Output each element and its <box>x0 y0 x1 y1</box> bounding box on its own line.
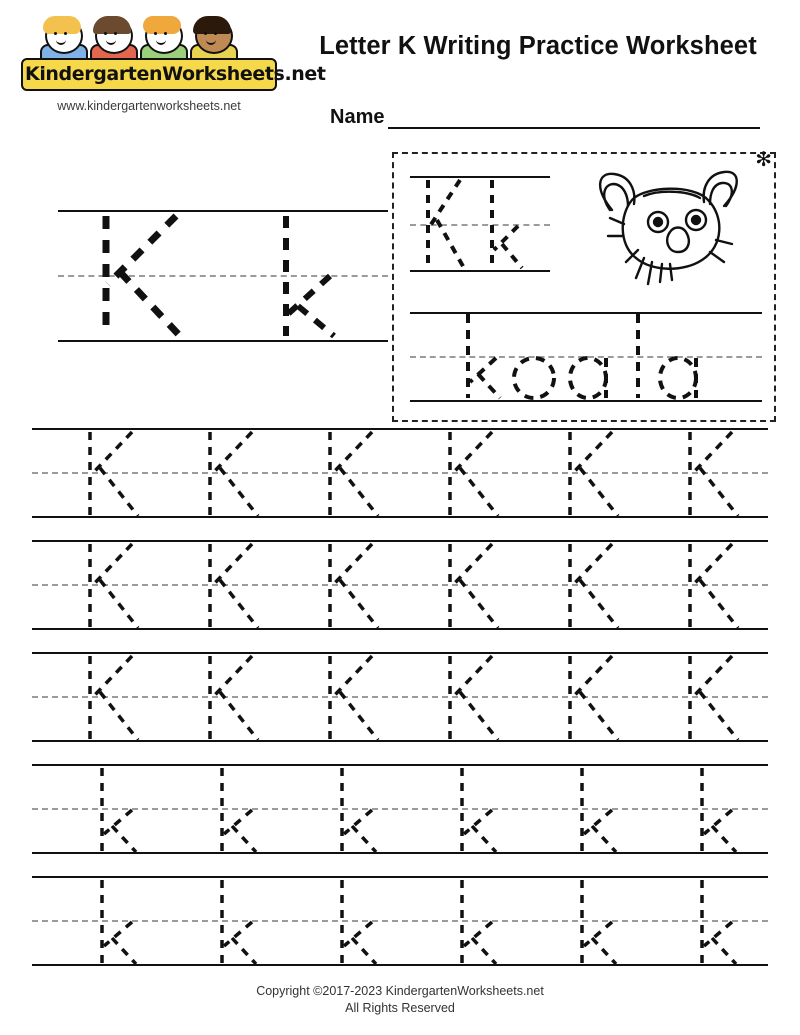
kid-figure-1 <box>36 18 88 62</box>
example-word-guide <box>410 312 762 404</box>
kids-illustration <box>24 18 274 62</box>
trace-letter-k-lowercase <box>660 876 770 968</box>
example-letter-guide <box>410 176 550 272</box>
name-input-line[interactable] <box>388 107 760 129</box>
demo-area <box>0 148 800 428</box>
logo-banner <box>21 58 326 91</box>
site-logo <box>18 18 326 113</box>
rights-text: All Rights Reserved <box>345 1001 455 1016</box>
trace-letter-k-lowercase <box>180 876 290 968</box>
asterisk-icon: ✻ <box>755 149 772 171</box>
trace-letter-k-lowercase <box>540 876 650 968</box>
trace-letter-k-lowercase <box>60 764 170 856</box>
practice-row[interactable] <box>32 652 768 744</box>
large-letter-guide <box>58 210 388 342</box>
trace-letter-k-lowercase <box>660 764 770 856</box>
practice-row[interactable] <box>32 876 768 968</box>
trace-letter-k-uppercase <box>60 428 170 520</box>
trace-letter-k-lowercase <box>420 764 530 856</box>
trace-letter-k-lowercase <box>540 764 650 856</box>
trace-letter-k-uppercase <box>420 428 530 520</box>
practice-rows <box>32 428 768 988</box>
kid-figure-2 <box>86 18 138 62</box>
trace-letter-k-uppercase <box>420 652 530 744</box>
trace-letter-k-uppercase <box>660 540 770 632</box>
name-label: Name <box>330 106 385 128</box>
worksheet-footer <box>0 983 800 1017</box>
trace-letter-k-uppercase <box>540 540 650 632</box>
trace-letter-k-lowercase <box>300 876 410 968</box>
copyright-text: Copyright ©2017-2023 KindergartenWorksheets.net <box>256 984 544 999</box>
trace-letter-k-lowercase <box>60 876 170 968</box>
worksheet-header <box>0 0 800 145</box>
trace-letter-k-uppercase <box>300 428 410 520</box>
trace-letter-k-uppercase <box>60 652 170 744</box>
practice-row[interactable] <box>32 540 768 632</box>
trace-letter-k-uppercase <box>180 540 290 632</box>
trace-letter-k-lowercase <box>420 876 530 968</box>
example-word-koala <box>410 312 762 404</box>
example-box <box>392 149 776 422</box>
koala-icon <box>574 166 764 298</box>
kid-figure-4 <box>186 18 238 62</box>
trace-letter-k-uppercase <box>180 652 290 744</box>
example-letters-kk <box>410 176 550 272</box>
site-url: www.kindergartenworksheets.net <box>57 99 241 113</box>
trace-letter-k-uppercase <box>60 540 170 632</box>
trace-letter-k-uppercase <box>300 652 410 744</box>
trace-letter-k-uppercase <box>300 540 410 632</box>
trace-letter-k-lowercase <box>300 764 410 856</box>
trace-letter-k-uppercase <box>420 540 530 632</box>
trace-letter-k-uppercase <box>540 652 650 744</box>
trace-letter-k-uppercase <box>180 428 290 520</box>
trace-letter-k-lowercase <box>180 764 290 856</box>
large-letter-k-uppercase <box>58 210 388 342</box>
practice-row[interactable] <box>32 428 768 520</box>
trace-letter-k-uppercase <box>660 428 770 520</box>
page-title: Letter K Writing Practice Worksheet <box>319 32 757 60</box>
kid-figure-3 <box>136 18 188 62</box>
logo-text: KindergartenWorksheets.net <box>25 63 326 85</box>
trace-letter-k-uppercase <box>660 652 770 744</box>
trace-letter-k-uppercase <box>540 428 650 520</box>
practice-row[interactable] <box>32 764 768 856</box>
name-field-row <box>330 106 760 129</box>
